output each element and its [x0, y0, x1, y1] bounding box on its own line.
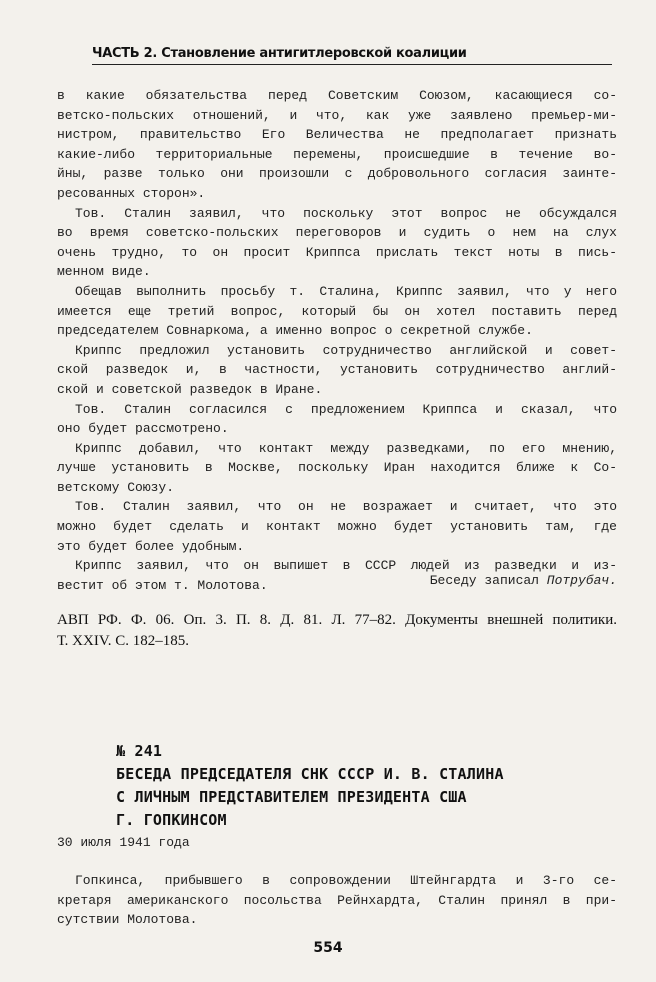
text-line: Тов. Сталин заявил, что поскольку этот вопрос не обсуждался	[75, 205, 617, 221]
text-line: кретаря американского посольства Рейнхардта, Сталин принял в при-	[57, 892, 617, 908]
document-date: 30 июля 1941 года	[57, 835, 190, 850]
intro-paragraph	[57, 871, 617, 930]
signature-prefix: Беседу записал	[429, 573, 547, 588]
document-title-line: С ЛИЧНЫМ ПРЕДСТАВИТЕЛЕМ ПРЕЗИДЕНТА США	[116, 788, 467, 806]
text-line: сутствии Молотова.	[57, 912, 198, 928]
text-line: йны, разве только они произошли с добровольного согласия заинте-	[57, 166, 617, 182]
source-line: Т. XXIV. С. 182–185.	[57, 633, 189, 649]
archive-source	[57, 610, 617, 652]
text-line: ской и советской разведок в Иране.	[57, 381, 323, 397]
text-line: лучше установить в Москве, поскольку Иран находится ближе к Со-	[57, 460, 617, 476]
text-line: имеется еще третий вопрос, который бы он хотел поставить перед	[57, 303, 617, 319]
running-header: ЧАСТЬ 2. Становление антигитлеровской коалиции	[92, 46, 467, 61]
document-title-line: БЕСЕДА ПРЕДСЕДАТЕЛЯ СНК СССР И. В. СТАЛИНА	[116, 765, 504, 783]
document-heading	[116, 740, 576, 832]
text-line: Тов. Сталин согласился с предложением Криппса и сказал, что	[75, 401, 617, 417]
text-line: Криппс заявил, что он выпишет в СССР людей из разведки и из-	[75, 558, 617, 574]
text-line: ветскому Союзу.	[57, 479, 175, 495]
text-line: Криппс добавил, что контакт между разведками, по его мнению,	[75, 440, 617, 456]
document-title-line: Г. ГОПКИНСОМ	[116, 811, 227, 829]
text-line: председателем Совнаркома, а именно вопрос о секретной службе.	[57, 323, 533, 339]
header-divider	[92, 64, 612, 65]
text-line: нистром, правительство Его Величества не предполагает признать	[57, 127, 617, 143]
text-line: ресованных сторон».	[57, 185, 206, 201]
text-line: можно будет сделать и контакт можно будет установить там, где	[57, 519, 617, 535]
text-line: Криппс предложил установить сотрудничество английской и совет-	[75, 342, 617, 358]
text-line: менном виде.	[57, 264, 151, 280]
text-line: Гопкинса, прибывшего в сопровождении Штейнгардта и 3-го се-	[75, 873, 617, 888]
text-line: Обещав выполнить просьбу т. Сталина, Криппс заявил, что у него	[75, 283, 617, 299]
text-line: оно будет рассмотрено.	[57, 421, 229, 437]
source-line: АВП РФ. Ф. 06. Оп. 3. П. 8. Д. 81. Л. 77–82. Документы внешней политики.	[57, 612, 617, 628]
signature-name: Потрубач.	[546, 573, 617, 588]
page-number: 554	[313, 940, 343, 956]
signature	[57, 571, 617, 591]
text-line: в какие обязательства перед Советским Союзом, касающиеся со-	[57, 88, 617, 103]
text-line: какие-либо территориальные перемены, происшедшие в течение во-	[57, 146, 617, 162]
text-line: вестит об этом т. Молотова.	[57, 577, 268, 593]
text-line: Тов. Сталин заявил, что он не возражает и считает, что это	[75, 499, 617, 515]
text-line: очень трудно, то он просит Криппса прислать текст ноты в пись-	[57, 244, 617, 260]
text-line: ской разведок и, в частности, установить сотрудничество англий-	[57, 362, 617, 378]
document-number: № 241	[116, 742, 163, 760]
text-line: ветско-польских отношений, и что, как уже заявлено премьер-ми-	[57, 107, 617, 123]
body-text	[57, 86, 617, 595]
text-line: это будет более удобным.	[57, 538, 245, 554]
text-line: во время советско-польских переговоров и судить о нем на слух	[57, 225, 617, 241]
